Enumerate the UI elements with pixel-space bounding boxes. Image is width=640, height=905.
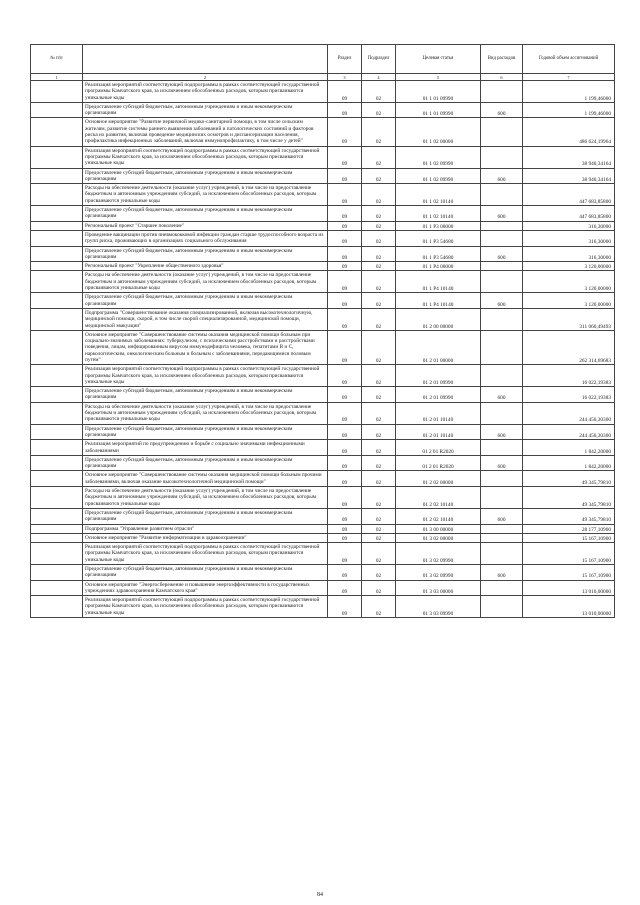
cell-name: Реализация мероприятий соответствующей подпрограммы в рамках соответствующей государственной программы Камчатского края, за исключением обособленных расходов, которым присваиваются уникальные коды — [83, 81, 328, 103]
appropriations-table — [30, 44, 615, 618]
cell-name: Предоставление субсидий бюджетным, автономным учреждениям и иным некоммерческим организациям — [83, 102, 328, 118]
cell-name: Основное мероприятие "Совершенствование системы оказания медицинской помощи больным прочими заболеваниями, включая оказание высокотехнологичной медицинской помощи" — [83, 471, 328, 487]
cell-vr — [481, 308, 523, 330]
header-vr: Вид расходов — [481, 45, 523, 74]
cell-podrazdel: 02 — [362, 184, 396, 206]
cell-num — [31, 543, 83, 565]
table-row — [31, 524, 615, 533]
cell-podrazdel: 02 — [362, 293, 396, 309]
table-row — [31, 330, 615, 364]
cell-vr: 600 — [481, 293, 523, 309]
cell-csr: 01 2 01 00000 — [396, 330, 481, 364]
cell-razdel: 09 — [328, 471, 362, 487]
cell-vr: 600 — [481, 455, 523, 471]
cell-vr — [481, 580, 523, 596]
cell-num — [31, 330, 83, 364]
cell-name: Предоставление субсидий бюджетным, автономным учреждениям и иным некоммерческим организациям — [83, 565, 328, 581]
cell-csr: 01 1 P3 54680 — [396, 246, 481, 262]
cell-razdel: 09 — [328, 387, 362, 403]
cell-name: Основное мероприятие "Развитие первичной медико-санитарной помощи, в том числе сельским жителям, развитие системы раннего выявления заболеваний и патологических состояний и факторов риска их развития, включая проведение медицинских осмотров и диспансеризации населения, профилактика инфекционных заболеваний, включая иммунопрофилактику, в том числе у детей" — [83, 118, 328, 146]
cell-podrazdel: 02 — [362, 508, 396, 524]
cell-podrazdel: 02 — [362, 524, 396, 533]
cell-csr: 01 1 P3 54680 — [396, 230, 481, 246]
cell-vr — [481, 330, 523, 364]
cell-csr: 01 1 02 00000 — [396, 118, 481, 146]
cell-csr: 01 1 02 10140 — [396, 184, 481, 206]
cell-num — [31, 455, 83, 471]
cell-podrazdel: 02 — [362, 580, 396, 596]
table-row — [31, 402, 615, 424]
cell-csr: 01 3 02 09990 — [396, 543, 481, 565]
cell-name: Реализация мероприятий соответствующей подпрограммы в рамках соответствующей государственной программы Камчатского края, за исключением обособленных расходов, которым присваиваются уникальные коды — [83, 365, 328, 387]
cell-amount: 38 940,34164 — [523, 146, 615, 168]
cell-num — [31, 206, 83, 222]
cell-amount: 311 060,49493 — [523, 308, 615, 330]
cell-amount: 447 683,85800 — [523, 184, 615, 206]
cell-podrazdel: 02 — [362, 533, 396, 542]
cell-podrazdel: 02 — [362, 596, 396, 618]
header-num: № п/п — [31, 45, 83, 74]
table-row — [31, 246, 615, 262]
cell-csr: 01 3 03 09990 — [396, 596, 481, 618]
cell-name: Региональный проект "Старшее поколение" — [83, 221, 328, 230]
table-row — [31, 508, 615, 524]
cell-num — [31, 565, 83, 581]
cell-razdel: 09 — [328, 262, 362, 271]
table-body — [31, 81, 615, 618]
cell-csr: 01 1 P4 10140 — [396, 293, 481, 309]
cell-podrazdel: 02 — [362, 424, 396, 440]
cell-amount: 16 022,19383 — [523, 387, 615, 403]
table-row — [31, 81, 615, 103]
cell-razdel: 09 — [328, 440, 362, 456]
cell-amount: 1 199,46000 — [523, 102, 615, 118]
header-podrazdel: Подраздел — [362, 45, 396, 74]
cell-vr — [481, 543, 523, 565]
cell-razdel: 09 — [328, 246, 362, 262]
cell-vr: 600 — [481, 102, 523, 118]
cell-num — [31, 487, 83, 509]
cell-razdel: 09 — [328, 206, 362, 222]
cell-razdel: 09 — [328, 424, 362, 440]
column-number: 2 — [83, 74, 328, 81]
cell-podrazdel: 02 — [362, 387, 396, 403]
cell-razdel: 09 — [328, 81, 362, 103]
table-row — [31, 533, 615, 542]
cell-vr — [481, 524, 523, 533]
cell-name: Предоставление субсидий бюджетным, автономным учреждениям и иным некоммерческим организациям — [83, 508, 328, 524]
cell-razdel: 09 — [328, 402, 362, 424]
cell-amount: 1 842,20000 — [523, 440, 615, 456]
cell-name: Подпрограмма "Совершенствование оказания специализированной, включая высокотехнологичную, медицинской помощи, скорой, в том числе скорой специализированной, медицинской помощи, медицинской эвакуации" — [83, 308, 328, 330]
cell-num — [31, 424, 83, 440]
cell-amount: 15 167,10900 — [523, 565, 615, 581]
table-row — [31, 293, 615, 309]
cell-num — [31, 524, 83, 533]
cell-razdel: 09 — [328, 455, 362, 471]
cell-amount: 16 022,19383 — [523, 365, 615, 387]
cell-razdel: 09 — [328, 293, 362, 309]
cell-num — [31, 440, 83, 456]
cell-num — [31, 596, 83, 618]
cell-name: Реализация мероприятий соответствующей подпрограммы в рамках соответствующей государственной программы Камчатского края, за исключением обособленных расходов, которым присваиваются уникальные коды — [83, 596, 328, 618]
cell-csr: 01 1 P4 10140 — [396, 271, 481, 293]
cell-razdel: 09 — [328, 102, 362, 118]
cell-vr: 600 — [481, 424, 523, 440]
column-number-row — [31, 74, 615, 81]
cell-name: Предоставление субсидий бюджетным, автономным учреждениям и иным некоммерческим организациям — [83, 387, 328, 403]
cell-vr — [481, 118, 523, 146]
cell-podrazdel: 02 — [362, 330, 396, 364]
table-row — [31, 262, 615, 271]
cell-name: Расходы на обеспечение деятельности (оказание услуг) учреждений, в том числе на предоставление бюджетным и автономным учреждениям субсидий, за исключением обособленных расходов, которым присваиваются уникальные коды — [83, 402, 328, 424]
column-number: 6 — [481, 74, 523, 81]
page-number: 84 — [317, 892, 323, 898]
cell-name: Предоставление субсидий бюджетным, автономным учреждениям и иным некоммерческим организациям — [83, 246, 328, 262]
cell-podrazdel: 02 — [362, 365, 396, 387]
cell-razdel: 09 — [328, 508, 362, 524]
cell-amount: 13 010,00000 — [523, 596, 615, 618]
table-row — [31, 271, 615, 293]
cell-podrazdel: 02 — [362, 118, 396, 146]
cell-num — [31, 402, 83, 424]
cell-csr: 01 1 02 09990 — [396, 146, 481, 168]
cell-name: Проведение вакцинации против пневмококковой инфекции граждан старше трудоспособного возраста из групп риска, проживающих в организациях социального обслуживания — [83, 230, 328, 246]
cell-csr: 01 3 00 00000 — [396, 524, 481, 533]
cell-name: Предоставление субсидий бюджетным, автономным учреждениям и иным некоммерческим организациям — [83, 293, 328, 309]
cell-amount: 244 450,30300 — [523, 402, 615, 424]
cell-csr: 01 2 01 R2020 — [396, 440, 481, 456]
table-row — [31, 565, 615, 581]
cell-vr — [481, 81, 523, 103]
cell-csr: 01 2 01 09990 — [396, 387, 481, 403]
cell-vr — [481, 230, 523, 246]
cell-csr: 01 3 03 00000 — [396, 580, 481, 596]
cell-amount: 447 683,85800 — [523, 206, 615, 222]
cell-vr — [481, 440, 523, 456]
cell-podrazdel: 02 — [362, 262, 396, 271]
table-row — [31, 387, 615, 403]
cell-razdel: 09 — [328, 524, 362, 533]
cell-name: Предоставление субсидий бюджетным, автономным учреждениям и иным некоммерческим организациям — [83, 206, 328, 222]
header-name — [83, 45, 328, 74]
cell-num — [31, 471, 83, 487]
cell-vr: 600 — [481, 246, 523, 262]
table-row — [31, 308, 615, 330]
table-row — [31, 168, 615, 184]
cell-name: Реализация мероприятий соответствующей подпрограммы в рамках соответствующей государственной программы Камчатского края, за исключением обособленных расходов, которым присваиваются уникальные коды — [83, 146, 328, 168]
cell-name: Предоставление субсидий бюджетным, автономным учреждениям и иным некоммерческим организациям — [83, 424, 328, 440]
cell-amount: 13 010,00000 — [523, 580, 615, 596]
cell-csr: 01 3 02 00000 — [396, 533, 481, 542]
cell-razdel: 09 — [328, 543, 362, 565]
table-row — [31, 543, 615, 565]
cell-razdel: 09 — [328, 168, 362, 184]
cell-podrazdel: 02 — [362, 440, 396, 456]
cell-name: Основное мероприятие "Развитие информатизации в здравоохранении" — [83, 533, 328, 542]
cell-csr: 01 3 02 09990 — [396, 565, 481, 581]
cell-amount: 262 314,69683 — [523, 330, 615, 364]
cell-vr: 600 — [481, 508, 523, 524]
cell-vr — [481, 533, 523, 542]
cell-podrazdel: 02 — [362, 471, 396, 487]
cell-amount: 49 345,79810 — [523, 471, 615, 487]
table-row — [31, 118, 615, 146]
cell-num — [31, 508, 83, 524]
cell-razdel: 09 — [328, 365, 362, 387]
cell-name: Предоставление субсидий бюджетным, автономным учреждениям и иным некоммерческим организациям — [83, 168, 328, 184]
cell-vr — [481, 271, 523, 293]
cell-podrazdel: 02 — [362, 146, 396, 168]
table-row — [31, 596, 615, 618]
cell-vr — [481, 487, 523, 509]
cell-amount: 15 167,10900 — [523, 543, 615, 565]
cell-vr — [481, 221, 523, 230]
cell-num — [31, 271, 83, 293]
cell-razdel: 09 — [328, 118, 362, 146]
cell-vr — [481, 365, 523, 387]
table-row — [31, 230, 615, 246]
cell-amount: 486 624,19964 — [523, 118, 615, 146]
table-row — [31, 455, 615, 471]
table-row — [31, 471, 615, 487]
cell-podrazdel: 02 — [362, 230, 396, 246]
cell-podrazdel: 02 — [362, 543, 396, 565]
cell-podrazdel: 02 — [362, 308, 396, 330]
cell-name: Основное мероприятие "Совершенствование системы оказания медицинской помощи больным при социально-значимых заболеваниях: туберкулезом, с психическими расстройствами и расстройствами поведения, лицам, инфицированным вирусом иммунодефицита человека, гепатитами B и C, наркологическим, онкологическим больным и больным с заболеваниями, передающимися половым путем" — [83, 330, 328, 364]
cell-vr: 600 — [481, 206, 523, 222]
cell-podrazdel: 02 — [362, 221, 396, 230]
cell-name: Региональный проект "Укрепление общественного здоровья" — [83, 262, 328, 271]
cell-podrazdel: 02 — [362, 168, 396, 184]
table-row — [31, 206, 615, 222]
cell-podrazdel: 02 — [362, 206, 396, 222]
cell-amount: 3 120,00000 — [523, 271, 615, 293]
cell-num — [31, 580, 83, 596]
cell-razdel: 09 — [328, 271, 362, 293]
cell-podrazdel: 02 — [362, 246, 396, 262]
cell-vr — [481, 146, 523, 168]
cell-num — [31, 308, 83, 330]
table-row — [31, 146, 615, 168]
cell-num — [31, 118, 83, 146]
cell-podrazdel: 02 — [362, 271, 396, 293]
cell-name: Реализация мероприятий соответствующей подпрограммы в рамках соответствующей государственной программы Камчатского края, за исключением обособленных расходов, которым присваиваются уникальные коды — [83, 543, 328, 565]
cell-num — [31, 184, 83, 206]
cell-csr: 01 2 01 R2020 — [396, 455, 481, 471]
cell-amount: 15 167,10900 — [523, 533, 615, 542]
cell-razdel: 09 — [328, 184, 362, 206]
cell-amount: 49 345,79810 — [523, 487, 615, 509]
cell-vr — [481, 596, 523, 618]
table-row — [31, 440, 615, 456]
column-number: 4 — [362, 74, 396, 81]
cell-vr: 600 — [481, 168, 523, 184]
cell-vr — [481, 471, 523, 487]
cell-csr: 01 1 02 09990 — [396, 168, 481, 184]
header-row — [31, 45, 615, 74]
cell-amount: 316,30000 — [523, 246, 615, 262]
cell-amount: 49 345,79810 — [523, 508, 615, 524]
column-number: 5 — [396, 74, 481, 81]
cell-num — [31, 168, 83, 184]
cell-amount: 316,30000 — [523, 230, 615, 246]
cell-vr — [481, 184, 523, 206]
cell-amount: 1 199,46000 — [523, 81, 615, 103]
cell-csr: 01 2 01 10140 — [396, 424, 481, 440]
cell-amount: 3 120,00000 — [523, 293, 615, 309]
cell-csr: 01 1 01 09990 — [396, 81, 481, 103]
cell-podrazdel: 02 — [362, 455, 396, 471]
cell-vr — [481, 262, 523, 271]
table-row — [31, 580, 615, 596]
cell-num — [31, 365, 83, 387]
cell-podrazdel: 02 — [362, 565, 396, 581]
column-number: 7 — [523, 74, 615, 81]
cell-num — [31, 387, 83, 403]
cell-num — [31, 81, 83, 103]
cell-num — [31, 230, 83, 246]
cell-vr: 600 — [481, 387, 523, 403]
column-number: 1 — [31, 74, 83, 81]
cell-csr: 01 1 01 09990 — [396, 102, 481, 118]
cell-csr: 01 2 01 09990 — [396, 365, 481, 387]
cell-csr: 01 2 02 10140 — [396, 508, 481, 524]
cell-razdel: 09 — [328, 221, 362, 230]
cell-amount: 244 450,30300 — [523, 424, 615, 440]
cell-num — [31, 293, 83, 309]
cell-amount: 3 120,00000 — [523, 262, 615, 271]
cell-csr: 01 2 00 00000 — [396, 308, 481, 330]
cell-num — [31, 221, 83, 230]
cell-csr: 01 1 P3 00000 — [396, 221, 481, 230]
table-row — [31, 102, 615, 118]
header-razdel: Раздел — [328, 45, 362, 74]
cell-vr — [481, 402, 523, 424]
cell-name: Предоставление субсидий бюджетным, автономным учреждениям и иным некоммерческим организациям — [83, 455, 328, 471]
cell-razdel: 09 — [328, 230, 362, 246]
cell-podrazdel: 02 — [362, 487, 396, 509]
cell-amount: 28 177,10900 — [523, 524, 615, 533]
cell-amount: 38 940,34164 — [523, 168, 615, 184]
cell-num — [31, 262, 83, 271]
cell-razdel: 09 — [328, 330, 362, 364]
cell-razdel: 09 — [328, 565, 362, 581]
header-amount: Годовой объем ассигнований — [523, 45, 615, 74]
table-row — [31, 221, 615, 230]
cell-razdel: 09 — [328, 580, 362, 596]
cell-name: Основное мероприятие "Энергосбережение и повышение энергоэффективности в государственных учреждениях здравоохранения Камчатского края" — [83, 580, 328, 596]
cell-amount: 316,30000 — [523, 221, 615, 230]
cell-name: Подпрограмма "Управление развитием отрасли" — [83, 524, 328, 533]
cell-podrazdel: 02 — [362, 102, 396, 118]
cell-num — [31, 246, 83, 262]
table-row — [31, 365, 615, 387]
cell-name: Расходы на обеспечение деятельности (оказание услуг) учреждений, в том числе на предоставление бюджетным и автономным учреждениям субсидий, за исключением обособленных расходов, которым присваиваются уникальные коды — [83, 184, 328, 206]
cell-csr: 01 2 01 10140 — [396, 402, 481, 424]
cell-podrazdel: 02 — [362, 81, 396, 103]
cell-name: Реализация мероприятий по предупреждению и борьбе с социально значимыми инфекционными заболеваниями — [83, 440, 328, 456]
table-row — [31, 184, 615, 206]
cell-vr: 600 — [481, 565, 523, 581]
cell-razdel: 09 — [328, 533, 362, 542]
cell-csr: 01 2 02 10140 — [396, 487, 481, 509]
header-csr: Целевая статья — [396, 45, 481, 74]
cell-name: Расходы на обеспечение деятельности (оказание услуг) учреждений, в том числе на предоставление бюджетным и автономным учреждениям субсидий, за исключением обособленных расходов, которым присваиваются уникальные коды — [83, 271, 328, 293]
cell-csr: 01 1 P4 00000 — [396, 262, 481, 271]
cell-podrazdel: 02 — [362, 402, 396, 424]
cell-num — [31, 533, 83, 542]
cell-name: Расходы на обеспечение деятельности (оказание услуг) учреждений, в том числе на предоставление бюджетным и автономным учреждениям субсидий, за исключением обособленных расходов, которым присваиваются уникальные коды — [83, 487, 328, 509]
cell-csr: 01 1 02 10140 — [396, 206, 481, 222]
table-row — [31, 487, 615, 509]
cell-num — [31, 146, 83, 168]
column-number: 3 — [328, 74, 362, 81]
cell-csr: 01 2 02 00000 — [396, 471, 481, 487]
table-row — [31, 424, 615, 440]
cell-amount: 1 842,20000 — [523, 455, 615, 471]
cell-razdel: 09 — [328, 487, 362, 509]
cell-razdel: 09 — [328, 596, 362, 618]
cell-razdel: 09 — [328, 146, 362, 168]
cell-razdel: 09 — [328, 308, 362, 330]
cell-num — [31, 102, 83, 118]
